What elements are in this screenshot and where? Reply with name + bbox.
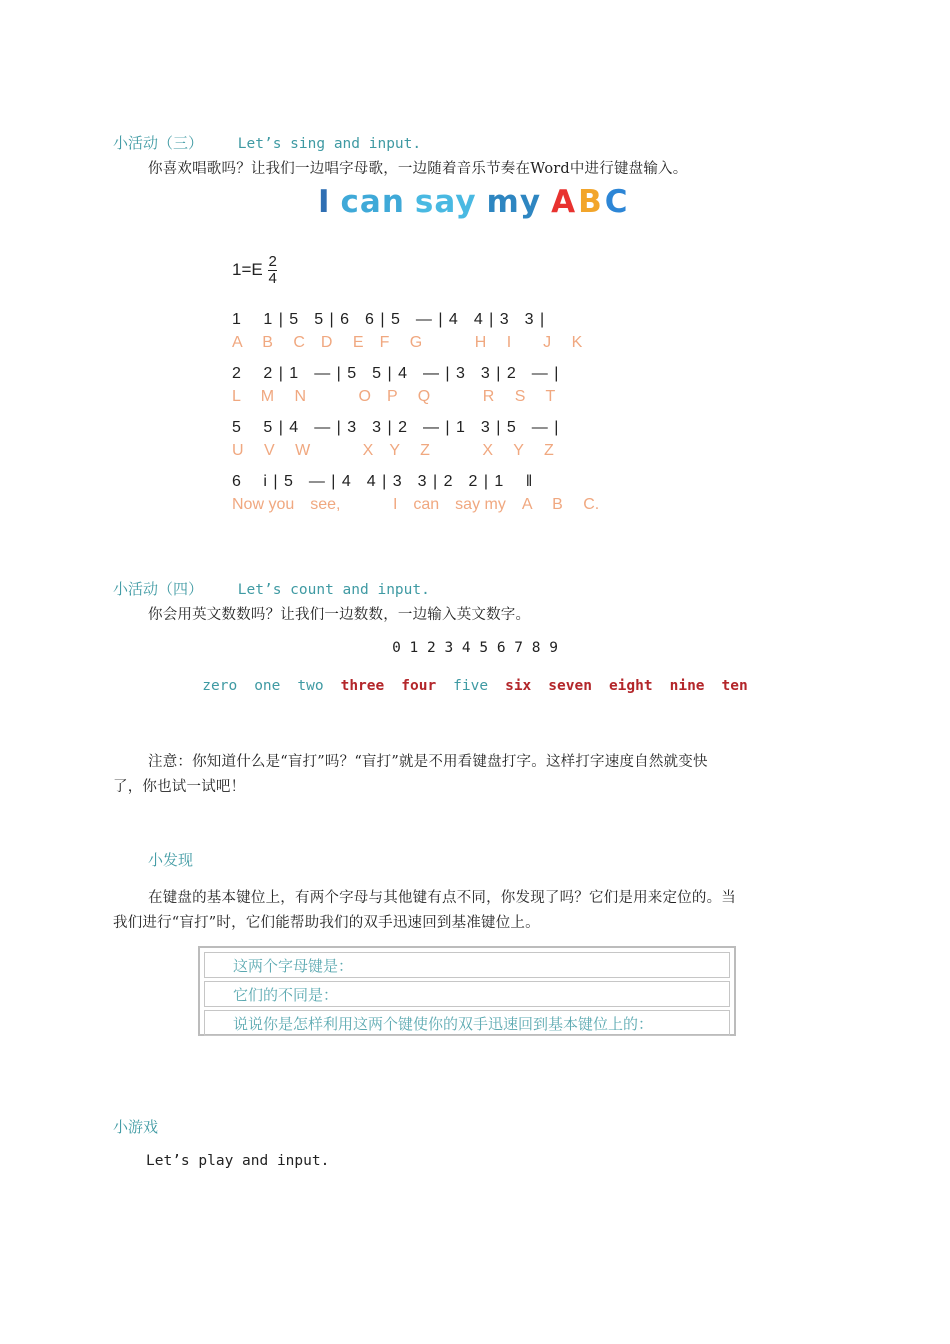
activity3-instruction: 你喜欢唱歌吗？让我们一边唱字母歌，一边随着音乐节奏在Word中进行键盘输入。: [148, 161, 688, 177]
song-title-part: B: [578, 184, 603, 220]
score-row: [232, 468, 722, 522]
song-title: [318, 184, 628, 220]
number-word: one: [254, 678, 281, 694]
number-word: two: [297, 678, 324, 694]
song-title-part: say: [414, 184, 477, 220]
answer-row-difference[interactable]: 它们的不同是：: [204, 981, 730, 1007]
song-title-part: A: [551, 184, 577, 220]
discovery-line2: 我们进行“盲打”时，它们能帮助我们的双手迅速回到基准键位上。: [113, 915, 540, 931]
number-words: [0, 678, 950, 694]
song-title-part: my: [486, 184, 542, 220]
activity3-english: Let’s sing and input.: [237, 136, 422, 152]
number-word: ten: [721, 678, 748, 694]
song-title-part: can: [340, 184, 405, 220]
key-label: 1=E: [232, 259, 263, 279]
score-row: [232, 360, 722, 414]
score-lyrics: Now you see, I can say my A B C.: [232, 496, 600, 513]
number-word: four: [401, 678, 437, 694]
number-word: three: [340, 678, 385, 694]
score-notes: 2 2 | 1 — | 5 5 | 4 — | 3 3 | 2 — |: [232, 365, 559, 382]
score-lyrics: U V W X Y Z X Y Z: [232, 442, 554, 459]
score-notes: 6 i | 5 — | 4 4 | 3 3 | 2 2 | 1 ‖: [232, 473, 533, 490]
activity3-label: 小活动（三）: [113, 134, 204, 152]
score-notes: 1 1 | 5 5 | 6 6 | 5 — | 4 4 | 3 3 |: [232, 311, 545, 328]
discovery-heading: 小发现: [148, 851, 194, 869]
number-word: zero: [202, 678, 238, 694]
activity4-label: 小活动（四）: [113, 580, 204, 598]
digits-line: 0 1 2 3 4 5 6 7 8 9: [392, 640, 558, 656]
song-title-part: C: [604, 184, 629, 220]
note-line2: 了，你也试一试吧！: [113, 779, 246, 795]
time-top: 2: [268, 253, 277, 270]
number-word: seven: [548, 678, 592, 694]
discovery-line1: 在键盘的基本键位上，有两个字母与其他键有点不同，你发现了吗？它们是用来定位的。当: [148, 890, 736, 906]
activity4-instruction: 你会用英文数数吗？让我们一边数数，一边输入英文数字。: [148, 607, 531, 623]
time-signature: [268, 254, 276, 287]
number-word: six: [505, 678, 532, 694]
score-row: [232, 306, 722, 360]
game-heading: 小游戏: [113, 1118, 159, 1136]
song-score: [232, 306, 722, 522]
time-bottom: 4: [268, 270, 277, 287]
activity4-english: Let’s count and input.: [237, 582, 430, 598]
note-line1: 注意：你知道什么是“盲打”吗？“盲打”就是不用看键盘打字。这样打字速度自然就变快: [148, 754, 708, 770]
number-word: nine: [669, 678, 705, 694]
answer-row-method[interactable]: 说说你是怎样利用这两个键使你的双手迅速回到基本键位上的：: [204, 1010, 730, 1036]
game-english: Let’s play and input.: [146, 1153, 330, 1169]
score-lyrics: L M N O P Q R S T: [232, 388, 556, 405]
activity4-heading: [113, 578, 430, 599]
answer-row-keys[interactable]: 这两个字母键是：: [204, 952, 730, 978]
answer-box: [198, 946, 736, 1036]
score-notes: 5 5 | 4 — | 3 3 | 2 — | 1 3 | 5 — |: [232, 419, 559, 436]
score-lyrics: A B C D E F G H I J K: [232, 334, 583, 351]
score-row: [232, 414, 722, 468]
song-title-part: I: [318, 184, 331, 220]
activity3-heading: [113, 132, 421, 153]
key-signature: [232, 254, 277, 287]
number-word: five: [453, 678, 489, 694]
number-word: eight: [608, 678, 653, 694]
